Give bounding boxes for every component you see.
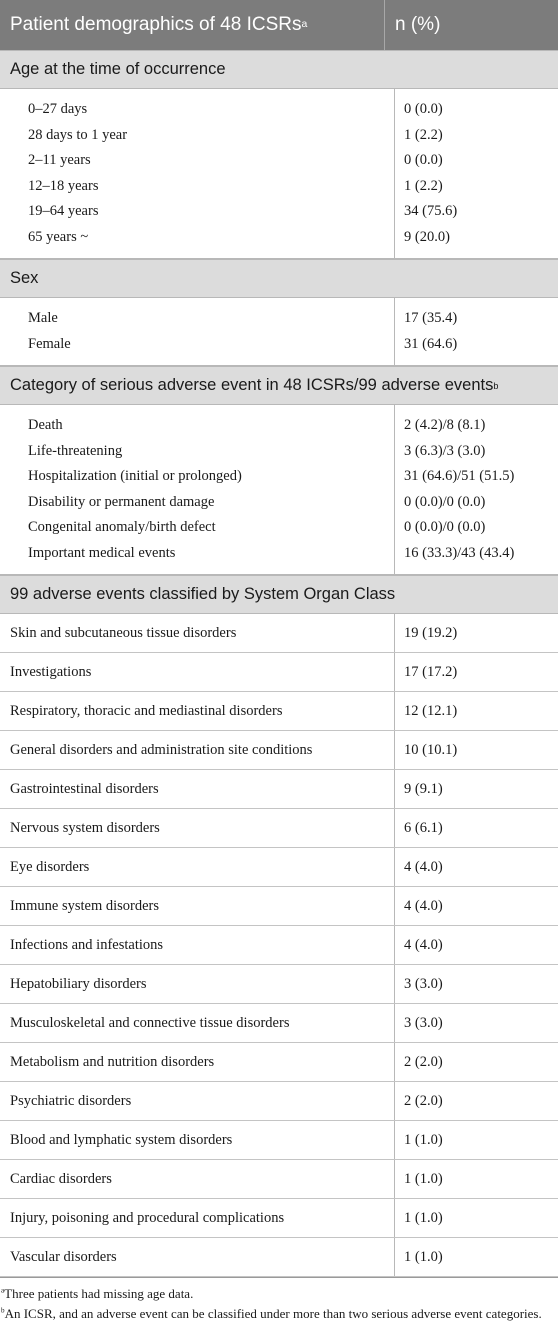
soc-row-value: 3 (3.0) xyxy=(404,975,443,992)
table-row xyxy=(0,926,558,965)
section-category-labels xyxy=(0,405,395,574)
table-row xyxy=(0,1082,558,1121)
table-row xyxy=(0,770,558,809)
category-row-label: Hospitalization (initial or prolonged) xyxy=(28,468,242,484)
soc-row-label: Psychiatric disorders xyxy=(0,1082,395,1120)
table-row xyxy=(0,965,558,1004)
age-row-value: 1 (2.2) xyxy=(404,126,443,143)
age-row-label: 0–27 days xyxy=(28,101,88,117)
table-row xyxy=(0,809,558,848)
age-row-label: 19–64 years xyxy=(28,203,99,219)
soc-row-label: Infections and infestations xyxy=(0,926,395,964)
section-soc-title xyxy=(0,575,558,614)
soc-row-label: Cardiac disorders xyxy=(0,1160,395,1198)
category-row-value: 0 (0.0)/0 (0.0) xyxy=(404,519,486,535)
soc-row-value: 4 (4.0) xyxy=(404,897,443,914)
category-row-value: 31 (64.6)/51 (51.5) xyxy=(404,468,515,484)
category-row-value: 16 (33.3)/43 (43.4) xyxy=(404,544,515,561)
header-col1-text: Patient demographics of 48 ICSRs xyxy=(10,14,302,35)
soc-row-label: Investigations xyxy=(0,653,395,691)
footnote-a-mark: a xyxy=(1,1286,5,1295)
section-soc-title-text: 99 adverse events classified by System Organ Class xyxy=(10,585,396,603)
soc-row-label: General disorders and administration site conditions xyxy=(0,731,395,769)
table-row xyxy=(0,1199,558,1238)
category-row-label: Disability or permanent damage xyxy=(28,493,215,510)
soc-row-value: 1 (1.0) xyxy=(404,1170,443,1187)
section-category-title-text: Category of serious adverse event in 48 ICSRs/99 adverse events xyxy=(10,376,494,394)
age-row-value: 0 (0.0) xyxy=(404,152,443,168)
section-sex-labels xyxy=(0,298,395,365)
header-col-characteristic: Patient demographics of 48 ICSRs a xyxy=(0,0,385,50)
category-row-value: 3 (6.3)/3 (3.0) xyxy=(404,442,486,459)
section-age-title xyxy=(0,50,558,89)
section-sex-body xyxy=(0,298,558,366)
soc-row-label: Blood and lymphatic system disorders xyxy=(0,1121,395,1159)
category-row-value: 2 (4.2)/8 (8.1) xyxy=(404,417,486,433)
age-row-label: 28 days to 1 year xyxy=(28,126,128,143)
soc-row-value: 1 (1.0) xyxy=(404,1209,443,1226)
header-col2-text: n (%) xyxy=(395,14,441,35)
category-row-label: Important medical events xyxy=(28,544,176,561)
soc-row-value: 17 (17.2) xyxy=(404,663,458,680)
section-category-values xyxy=(395,405,558,574)
footnotes xyxy=(0,1278,558,1324)
footnote-b xyxy=(1,1304,552,1324)
table-row xyxy=(0,887,558,926)
soc-row-label: Skin and subcutaneous tissue disorders xyxy=(0,614,395,652)
sex-row-value: 17 (35.4) xyxy=(404,310,458,326)
soc-row-value: 4 (4.0) xyxy=(404,936,443,953)
category-row-label: Death xyxy=(28,417,63,433)
section-age-values xyxy=(395,89,558,258)
footnote-b-mark: b xyxy=(1,1306,5,1315)
soc-row-label: Musculoskeletal and connective tissue disorders xyxy=(0,1004,395,1042)
soc-row-label: Hepatobiliary disorders xyxy=(0,965,395,1003)
table-row xyxy=(0,1160,558,1199)
category-row-label: Congenital anomaly/birth defect xyxy=(28,519,216,535)
age-row-label: 65 years ~ xyxy=(28,228,89,245)
section-category-body xyxy=(0,405,558,575)
table-row xyxy=(0,1004,558,1043)
age-row-value: 34 (75.6) xyxy=(404,203,458,219)
soc-row-label: Nervous system disorders xyxy=(0,809,395,847)
table-row xyxy=(0,1043,558,1082)
section-soc-body xyxy=(0,614,558,1277)
soc-row-value: 12 (12.1) xyxy=(404,702,458,719)
sex-row-label: Female xyxy=(28,335,71,352)
footnote-a xyxy=(1,1284,552,1304)
age-row-value: 0 (0.0) xyxy=(404,101,443,117)
table-row xyxy=(0,692,558,731)
soc-row-value: 1 (1.0) xyxy=(404,1248,443,1265)
table-row xyxy=(0,1121,558,1160)
table-row xyxy=(0,653,558,692)
age-row-label: 2–11 years xyxy=(28,152,91,168)
soc-row-value: 1 (1.0) xyxy=(404,1131,443,1148)
soc-row-label: Gastrointestinal disorders xyxy=(0,770,395,808)
category-row-label: Life-threatening xyxy=(28,442,123,459)
footnote-b-text: An ICSR, and an adverse event can be classified under more than two serious adverse event categories. xyxy=(4,1306,542,1321)
table-row xyxy=(0,731,558,770)
age-row-value: 9 (20.0) xyxy=(404,228,450,245)
soc-row-value: 10 (10.1) xyxy=(404,741,458,758)
soc-row-label: Immune system disorders xyxy=(0,887,395,925)
soc-row-value: 4 (4.0) xyxy=(404,858,443,875)
soc-row-label: Respiratory, thoracic and mediastinal disorders xyxy=(0,692,395,730)
section-sex-title xyxy=(0,259,558,298)
section-category-title: Category of serious adverse event in 48 ICSRs/99 adverse events b xyxy=(0,366,558,405)
soc-row-label: Injury, poisoning and procedural complications xyxy=(0,1199,395,1237)
category-row-value: 0 (0.0)/0 (0.0) xyxy=(404,493,486,510)
age-row-value: 1 (2.2) xyxy=(404,177,443,194)
soc-row-value: 2 (2.0) xyxy=(404,1053,443,1070)
header-col-count xyxy=(385,0,558,50)
section-age-labels xyxy=(0,89,395,258)
section-sex-title-text: Sex xyxy=(10,269,39,287)
footnote-a-text: Three patients had missing age data. xyxy=(4,1286,194,1301)
section-age-body xyxy=(0,89,558,259)
sex-row-label: Male xyxy=(28,310,58,326)
soc-row-value: 6 (6.1) xyxy=(404,819,443,836)
soc-row-value: 2 (2.0) xyxy=(404,1092,443,1109)
soc-row-value: 3 (3.0) xyxy=(404,1014,443,1031)
section-age-title-text: Age at the time of occurrence xyxy=(10,60,226,78)
soc-row-label: Vascular disorders xyxy=(0,1238,395,1276)
soc-row-label: Metabolism and nutrition disorders xyxy=(0,1043,395,1081)
age-row-label: 12–18 years xyxy=(28,177,99,194)
soc-row-value: 19 (19.2) xyxy=(404,624,458,641)
sex-row-value: 31 (64.6) xyxy=(404,335,458,352)
section-sex-values xyxy=(395,298,558,365)
table-row xyxy=(0,614,558,653)
table-row xyxy=(0,848,558,887)
table-header xyxy=(0,0,558,50)
table-row xyxy=(0,1238,558,1277)
soc-row-label: Eye disorders xyxy=(0,848,395,886)
soc-row-value: 9 (9.1) xyxy=(404,780,443,797)
